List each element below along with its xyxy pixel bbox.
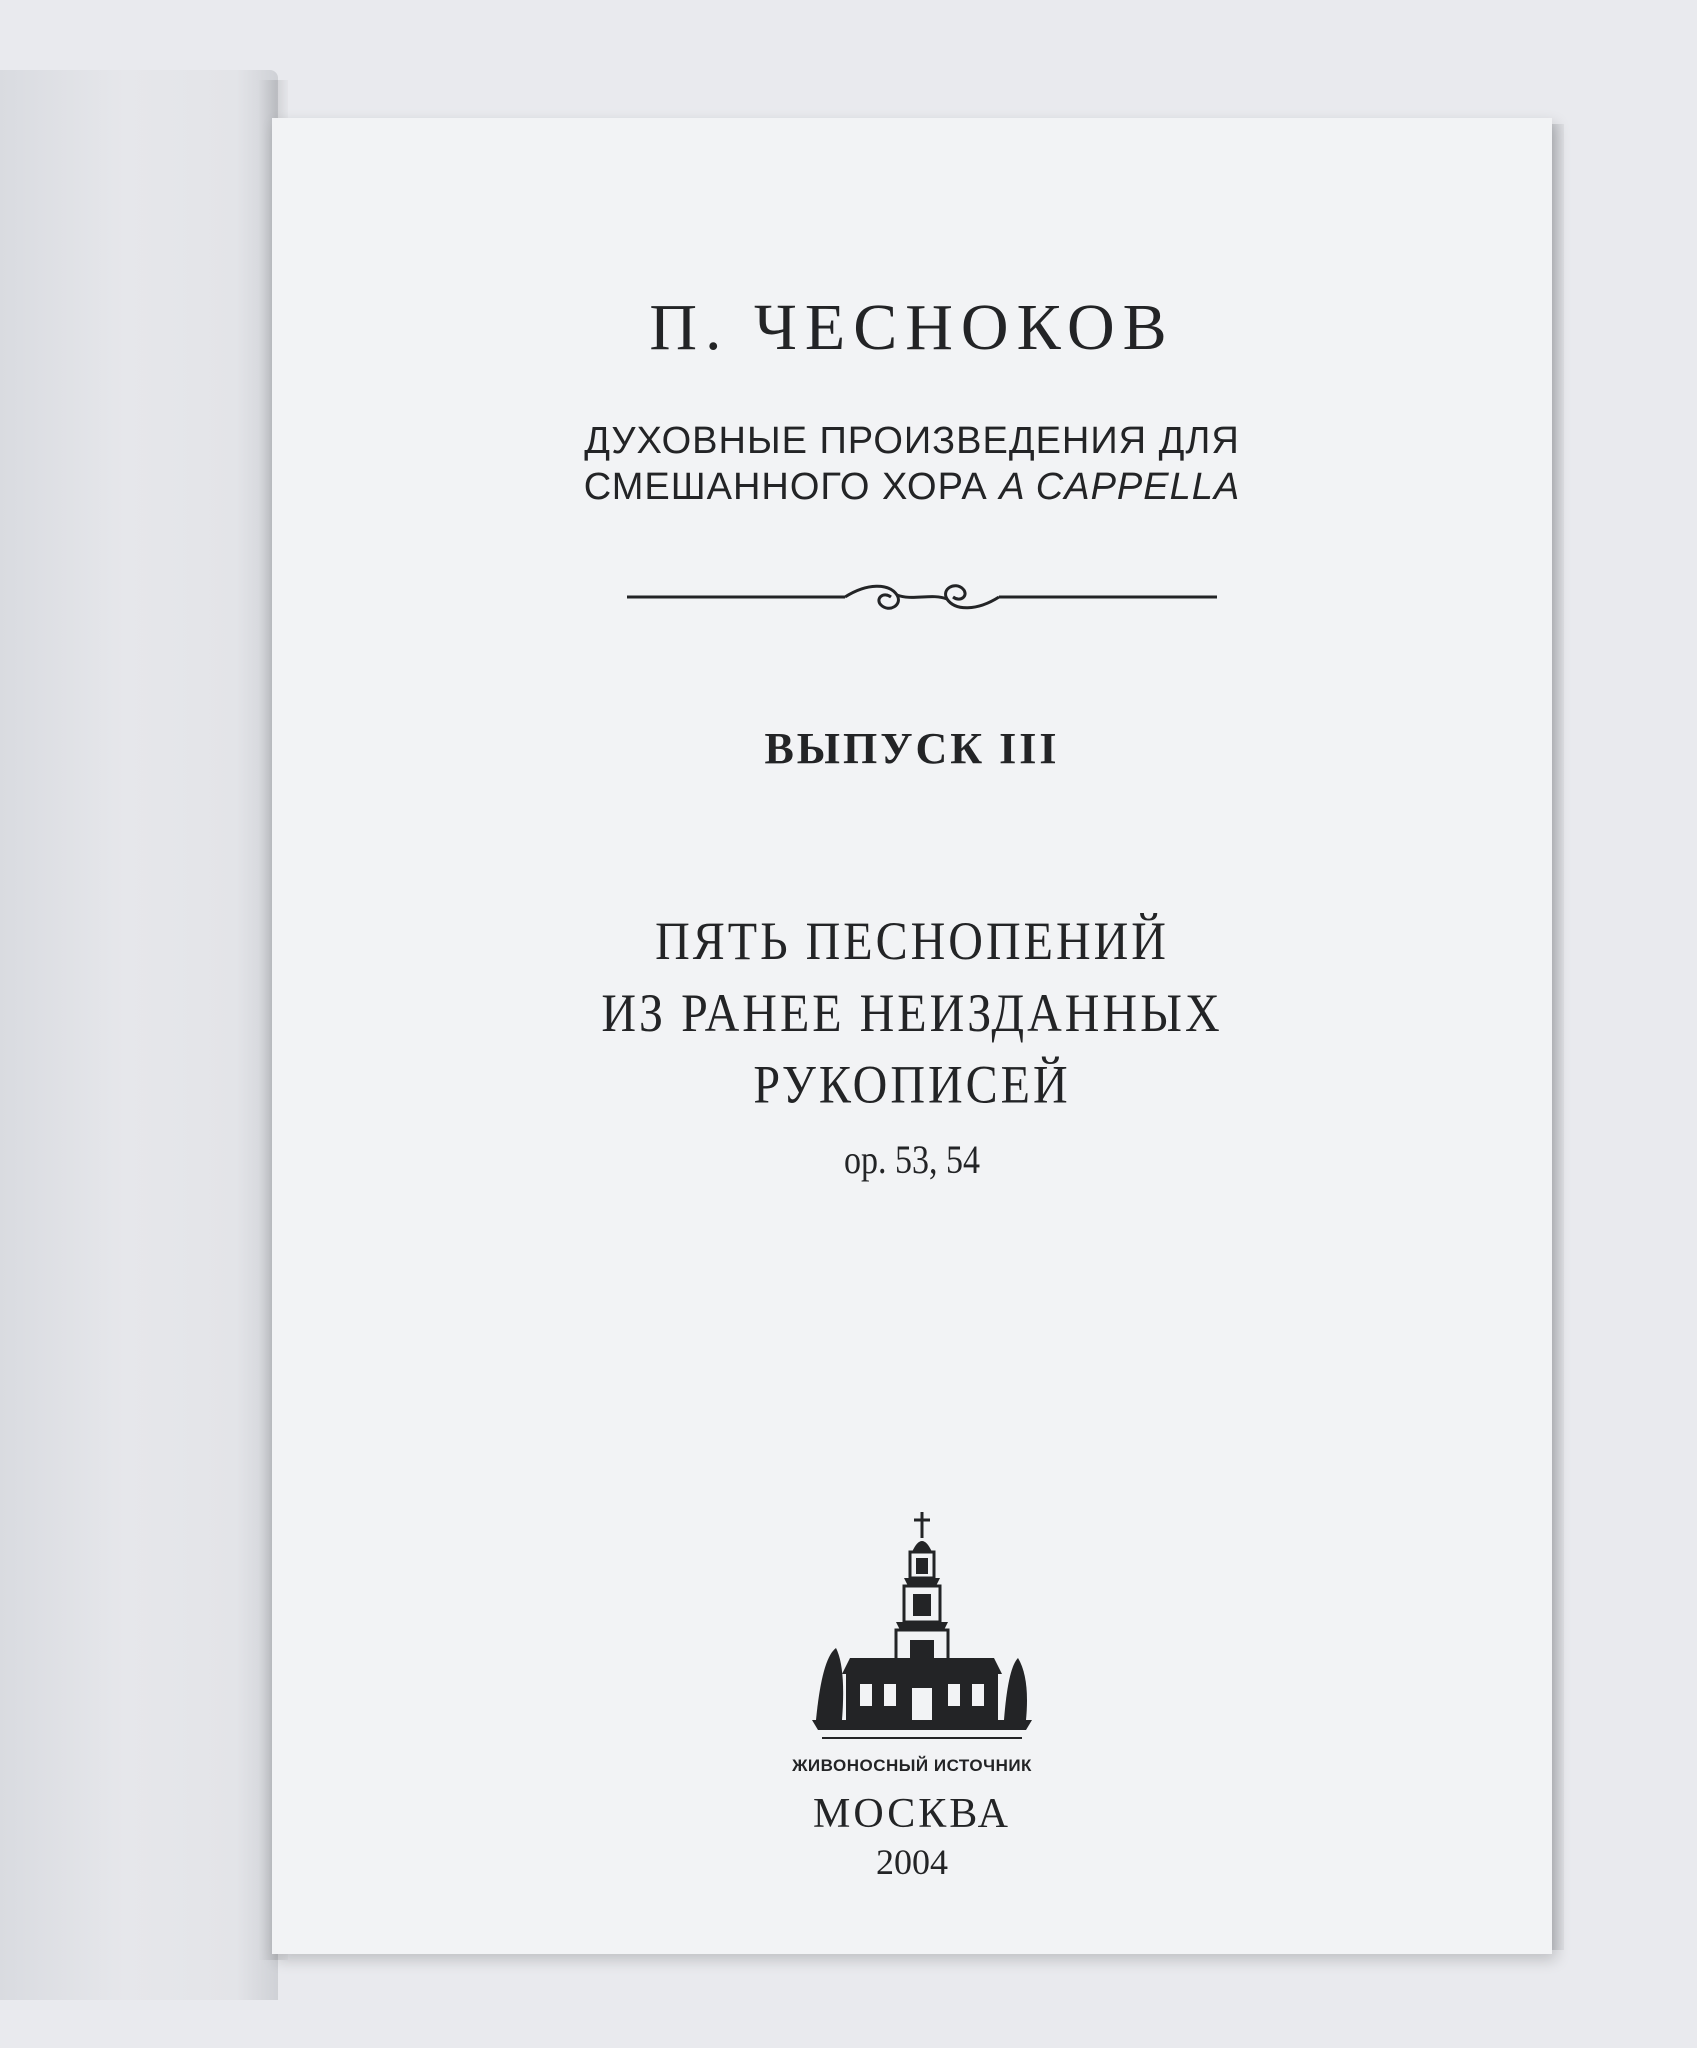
title-page xyxy=(272,118,1552,1954)
work-title-line-1: ПЯТЬ ПЕСНОПЕНИЙ xyxy=(655,912,1169,972)
collection-subtitle xyxy=(272,418,1552,510)
left-page xyxy=(0,70,278,2000)
subtitle-line-2 xyxy=(272,464,1552,510)
subtitle-a-cappella: A CAPPELLA xyxy=(999,466,1241,508)
flourish-divider-icon xyxy=(627,573,1217,623)
subtitle-line-1: ДУХОВНЫЕ ПРОИЗВЕДЕНИЯ ДЛЯ xyxy=(584,420,1240,462)
church-bell-tower-icon xyxy=(812,1508,1032,1748)
page-stack-edge xyxy=(1552,124,1564,1950)
publication-year: 2004 xyxy=(876,1842,948,1882)
publisher-logo-text: ЖИВОНОСНЫЙ ИСТОЧНИК xyxy=(792,1756,1032,1775)
subtitle-line-2-prefix: СМЕШАННОГО ХОРА xyxy=(583,466,1000,508)
opus-number: op. 53, 54 xyxy=(844,1137,980,1182)
work-title-line-3: РУКОПИСЕЙ xyxy=(753,1055,1071,1115)
work-title xyxy=(272,906,1552,1121)
issue-number: ВЫПУСК III xyxy=(764,724,1060,773)
publication-city: МОСКВА xyxy=(813,1791,1011,1837)
work-title-line-2: ИЗ РАНЕЕ НЕИЗДАННЫХ xyxy=(601,983,1223,1044)
author-name: П. ЧЕСНОКОВ xyxy=(649,291,1175,364)
